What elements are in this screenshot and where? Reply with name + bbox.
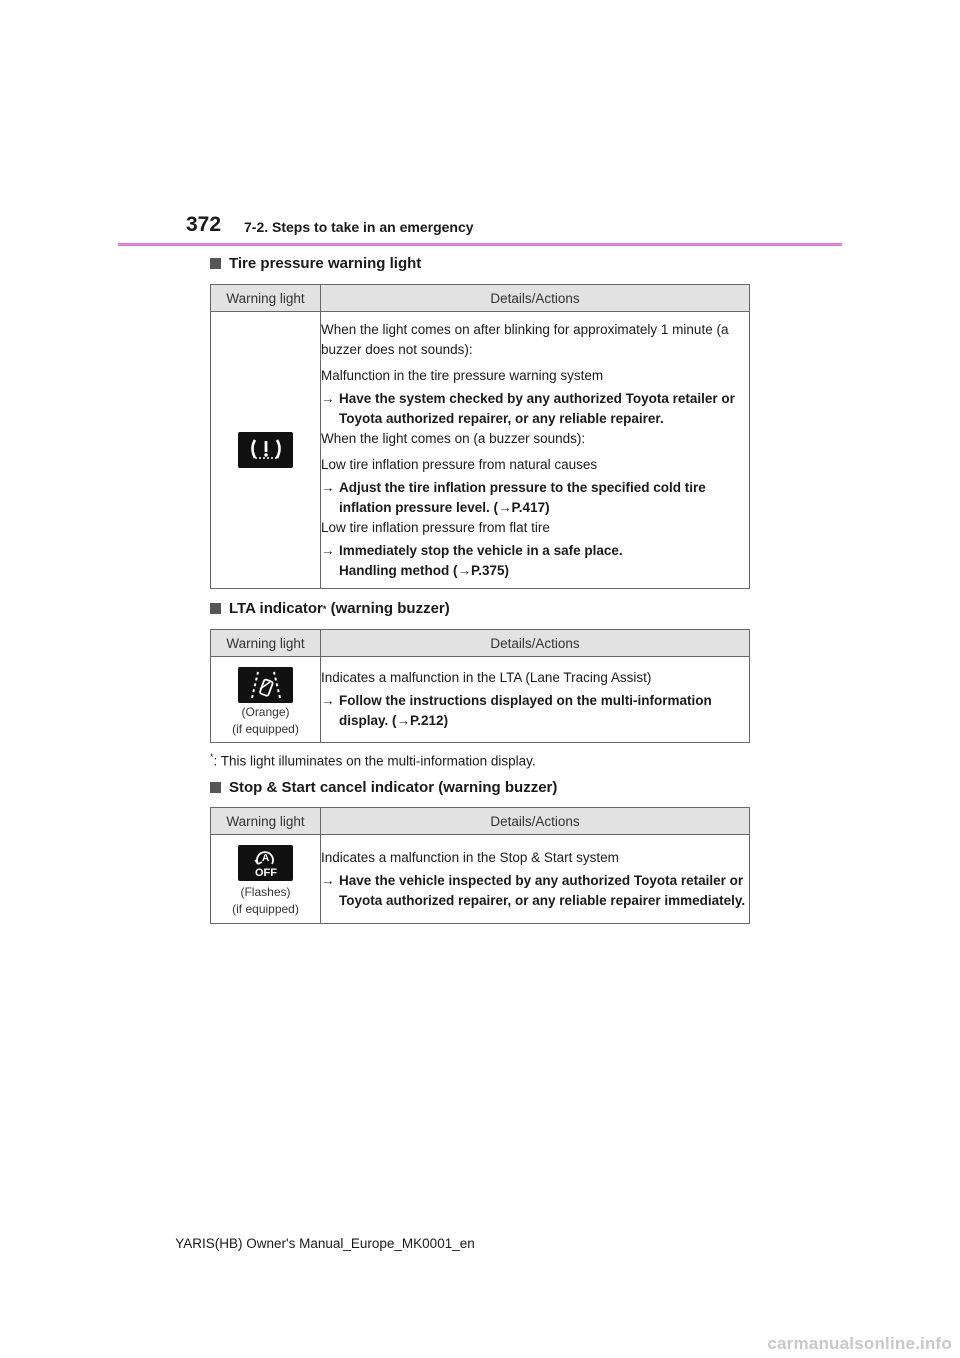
action-text: Have the system checked by any authorized Toyota retailer or Toyota authorized repairer, or any reliable repairer. <box>339 390 735 426</box>
section-title: LTA indicator <box>229 600 323 617</box>
arrow-right-icon: → <box>321 542 335 558</box>
section-title: Stop & Start cancel indicator (warning buzzer) <box>229 779 558 796</box>
condition-text: When the light comes on (a buzzer sounds): <box>321 430 586 446</box>
arrow-right-icon: → <box>457 562 471 578</box>
action-item <box>321 478 749 518</box>
icon-letter: A <box>262 852 270 864</box>
arrow-right-icon: → <box>321 693 335 708</box>
lta-indicator-table <box>210 629 750 743</box>
cause-text: Low tire inflation pressure from natural causes <box>321 456 598 472</box>
stop-start-off-icon <box>238 845 293 881</box>
col-header-details: Details/Actions <box>321 630 750 657</box>
action-text-end: ) <box>504 562 510 578</box>
icon-caption-equipped: (if equipped) <box>232 901 299 916</box>
icon-caption-flashes: (Flashes) <box>240 884 291 899</box>
warning-light-cell <box>211 657 321 743</box>
col-header-warning-light: Warning light <box>211 285 321 312</box>
section-title: Tire pressure warning light <box>229 255 422 272</box>
col-header-details: Details/Actions <box>321 808 750 835</box>
page-reference-link[interactable]: P.212 <box>410 713 444 728</box>
condition-text: When the light comes on after blinking for approximately 1 minute (a buzzer does not sounds): <box>321 321 729 357</box>
tire-pressure-warning-icon <box>238 432 293 468</box>
page-number: 372 <box>186 213 222 236</box>
chapter-title: 7-2. Steps to take in an emergency <box>244 219 474 235</box>
action-text: Follow the instructions displayed on the multi-information display. ( <box>339 693 712 728</box>
footnote <box>210 752 536 769</box>
header-divider <box>118 243 842 246</box>
bullet-square-icon <box>210 782 221 793</box>
page-reference-link[interactable]: P.417 <box>511 499 546 515</box>
cause-text: Indicates a malfunction in the Stop & Start system <box>321 849 619 865</box>
col-header-warning-light: Warning light <box>211 630 321 657</box>
page-footer: YARIS(HB) Owner's Manual_Europe_MK0001_en <box>175 1236 475 1251</box>
cause-text: Malfunction in the tire pressure warning system <box>321 367 604 383</box>
action-item <box>321 871 749 911</box>
action-text: Handling method ( <box>339 562 458 578</box>
page-reference-link[interactable]: P.375 <box>471 562 505 578</box>
bullet-square-icon <box>210 603 221 614</box>
footnote-mark: * <box>322 603 327 614</box>
icon-caption-color: (Orange) <box>241 705 290 719</box>
arrow-right-icon: → <box>321 479 335 495</box>
section-heading-lta <box>210 600 450 617</box>
section-title-suffix: (warning buzzer) <box>326 600 450 617</box>
arrow-right-icon: → <box>321 390 335 406</box>
details-cell <box>321 312 750 589</box>
action-text: Have the vehicle inspected by any authorized Toyota retailer or Toyota authorized repairer, or any reliable repairer immediately. <box>339 872 746 908</box>
lta-indicator-icon <box>238 667 293 703</box>
arrow-right-icon: → <box>498 499 512 515</box>
col-header-warning-light: Warning light <box>211 808 321 835</box>
action-item <box>321 541 749 581</box>
section-heading-stop-start <box>210 779 557 796</box>
cause-text: Low tire inflation pressure from flat tire <box>321 519 550 535</box>
bullet-square-icon <box>210 258 221 269</box>
action-item <box>321 389 749 429</box>
icon-off-text: OFF <box>255 866 277 879</box>
action-item <box>321 691 749 731</box>
footnote-text: : This light illuminates on the multi-information display. <box>213 753 536 769</box>
page-header <box>0 0 960 250</box>
action-text-end: ) <box>545 499 550 515</box>
details-cell <box>321 835 750 924</box>
icon-caption-equipped: (if equipped) <box>232 722 299 736</box>
tire-pressure-table <box>210 284 750 589</box>
action-text: Adjust the tire inflation pressure to the specified cold tire inflation pressure level. ( <box>339 479 706 515</box>
warning-light-cell <box>211 835 321 924</box>
warning-light-cell <box>211 312 321 589</box>
arrow-right-icon: → <box>321 872 335 888</box>
details-cell <box>321 657 750 743</box>
action-text-end: ) <box>443 713 449 728</box>
stop-start-table <box>210 807 750 924</box>
section-heading-tire-pressure <box>210 255 421 272</box>
cause-text: Indicates a malfunction in the LTA (Lane Tracing Assist) <box>321 670 652 685</box>
watermark: carmanualsonline.info <box>767 1334 952 1353</box>
col-header-details: Details/Actions <box>321 285 750 312</box>
arrow-right-icon: → <box>396 713 411 728</box>
footnote-mark: * <box>210 752 214 762</box>
action-text: Immediately stop the vehicle in a safe place. <box>339 542 623 558</box>
